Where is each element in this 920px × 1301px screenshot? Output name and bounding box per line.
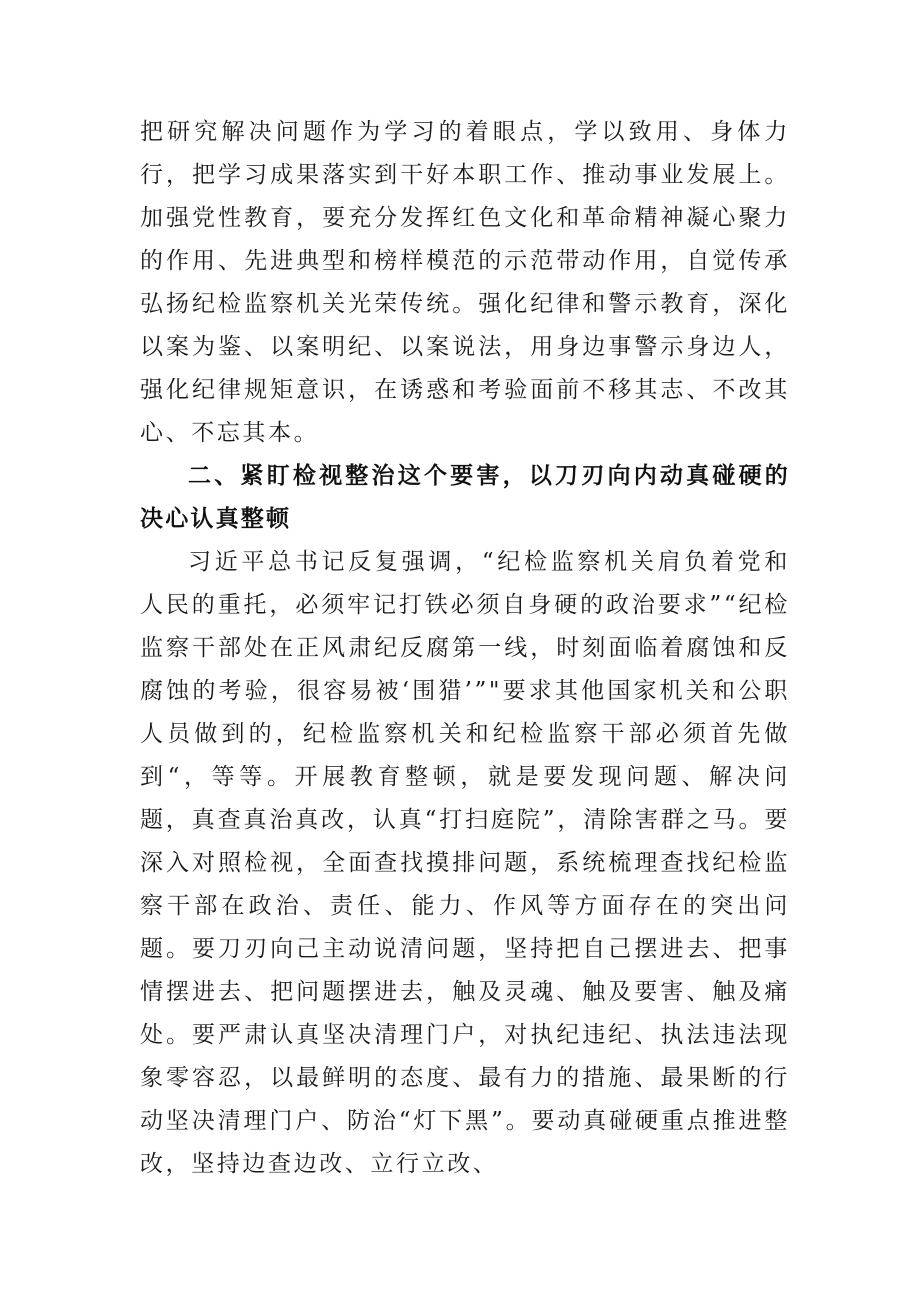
document-body: [140, 111, 790, 1186]
paragraph-inspection-rectification: 习近平总书记反复强调，“纪检监察机关肩负着党和人民的重托，必须牢记打铁必须自身硬的政治要求”“纪检监察干部处在正风肃纪反腐第一线，时刻面临着腐蚀和反腐蚀的考验，很容易被‘围猎’”"要求其他国家机关和公职人员做到的，纪检监察机关和纪检监察干部必须首先做到“，等等。开展教育整顿，就是要发现问题、解决问题，真查真治真改，认真“打扫庭院”，清除害群之马。要深入对照检视，全面查找摸排问题，系统梳理查找纪检监察干部在政治、责任、能力、作风等方面存在的突出问题。要刀刃向己主动说清问题，坚持把自己摆进去、把事情摆进去、把问题摆进去，触及灵魂、触及要害、触及痛处。要严肃认真坚决清理门户，对执纪违纪、执法违法现象零容忍，以最鲜明的态度、最有力的措施、最果断的行动坚决清理门户、防治“灯下黑”。要动真碰硬重点推进整改，坚持边查边改、立行立改、: [140, 549, 790, 1177]
paragraph-party-education: 把研究解决问题作为学习的着眼点，学以致用、身体力行，把学习成果落实到干好本职工作、推动事业发展上。加强党性教育，要充分发挥红色文化和革命精神凝心聚力的作用、先进典型和榜样模范的示范带动作用，自觉传承弘扬纪检监察机关光荣传统。强化纪律和警示教育，深化以案为鉴、以案明纪、以案说法，用身边事警示身边人，强化纪律规矩意识，在诱惑和考验面前不移其志、不改其心、不忘其本。: [140, 119, 790, 446]
section-heading-two: 二、紧盯检视整治这个要害，以刀刃向内动真碰硬的决心认真整顿: [140, 463, 790, 532]
